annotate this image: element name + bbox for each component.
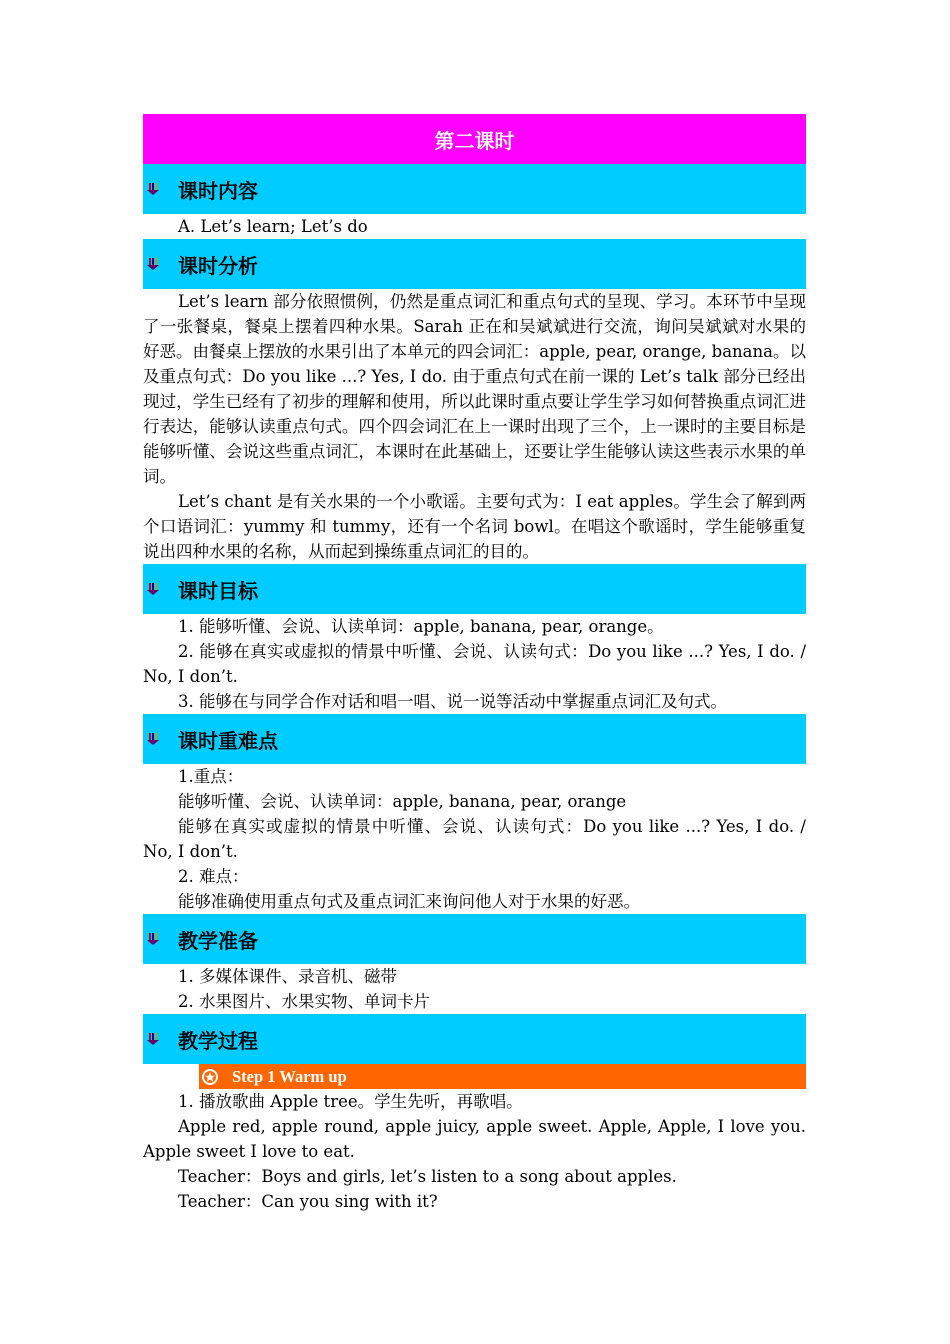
analysis-paragraph: Let’s chant 是有关水果的一个小歌谣。主要句式为：I eat apples。学生会了解到两个口语词汇：yummy 和 tummy，还有一个名词 bowl。在唱这个歌谣时，学生能够重复说出四种水果的名称，从而起到操练重点词汇的目的。 [143, 492, 806, 561]
section-heading-analysis [143, 239, 806, 289]
prep-item: 1. 多媒体课件、录音机、磁带 [178, 967, 397, 986]
process-line: Teacher：Boys and girls, let’s listen to a song about apples. [178, 1167, 677, 1186]
goal-item: 1. 能够听懂、会说、认读单词：apple, banana, pear, orange。 [178, 617, 664, 636]
star-circle-icon [202, 1069, 218, 1085]
section-heading-text: 课时重难点 [178, 728, 278, 753]
bullet-arrow-icon [146, 1032, 160, 1046]
process-line: Teacher：Can you sing with it? [178, 1192, 438, 1211]
lesson-title: 第二课时 [143, 114, 806, 164]
section-heading-prep [143, 914, 806, 964]
bullet-arrow-icon [146, 182, 160, 196]
section-heading-text: 课时目标 [178, 578, 258, 603]
focus-item: 能够听懂、会说、认读单词：apple, banana, pear, orange [178, 792, 627, 811]
section-heading-text: 课时内容 [178, 178, 258, 203]
goal-item: 3. 能够在与同学合作对话和唱一唱、说一说等活动中掌握重点词汇及句式。 [178, 692, 727, 711]
difficulty-item: 能够准确使用重点句式及重点词汇来询问他人对于水果的好恶。 [178, 892, 640, 911]
difficulty-label: 2. 难点： [178, 867, 249, 886]
section-heading-process [143, 1014, 806, 1064]
process-line: Apple red, apple round, apple juicy, apple sweet. Apple, Apple, I love you. Apple sweet I love to eat. [143, 1117, 806, 1161]
step-heading [199, 1064, 806, 1089]
content-line: A. Let’s learn; Let’s do [178, 217, 368, 236]
analysis-paragraph: Let’s learn 部分依照惯例，仍然是重点词汇和重点句式的呈现、学习。本环节中呈现了一张餐桌，餐桌上摆着四种水果。Sarah 正在和吴斌斌进行交流，询问吴斌斌对水果的好恶。由餐桌上摆放的水果引出了本单元的四会词汇：apple, pear, orange, banana。以及重点句式：Do you like ...? Yes, I do. 由于重点句式在前一课的 Let’s talk 部分已经出现过，学生已经有了初步的理解和使用，所以此课时重点要让学生学习如何替换重点词汇进行表达，能够认读重点句式。四个四会词汇在上一课时出现了三个，上一课时的主要目标是能够听懂、会说这些重点词汇，本课时在此基础上，还要让学生能够认读这些表示水果的单词。 [143, 292, 806, 486]
section-heading-text: 教学过程 [178, 1028, 258, 1053]
section-heading-key-points [143, 714, 806, 764]
section-heading-goals [143, 564, 806, 614]
bullet-arrow-icon [146, 582, 160, 596]
bullet-arrow-icon [146, 257, 160, 271]
focus-label: 1.重点： [178, 767, 244, 786]
prep-item: 2. 水果图片、水果实物、单词卡片 [178, 992, 430, 1011]
bullet-arrow-icon [146, 932, 160, 946]
step-heading-text: Step 1 Warm up [232, 1066, 347, 1086]
lesson-page [143, 114, 806, 1214]
section-heading-text: 课时分析 [178, 253, 258, 278]
focus-item: 能够在真实或虚拟的情景中听懂、会说、认读句式：Do you like ...? Yes, I do. / No, I don’t. [143, 817, 806, 861]
process-line: 1. 播放歌曲 Apple tree。学生先听，再歌唱。 [178, 1092, 523, 1111]
section-heading-text: 教学准备 [178, 928, 258, 953]
section-heading-content [143, 164, 806, 214]
goal-item: 2. 能够在真实或虚拟的情景中听懂、会说、认读句式：Do you like ...? Yes, I do. / No, I don’t. [143, 642, 806, 686]
bullet-arrow-icon [146, 732, 160, 746]
